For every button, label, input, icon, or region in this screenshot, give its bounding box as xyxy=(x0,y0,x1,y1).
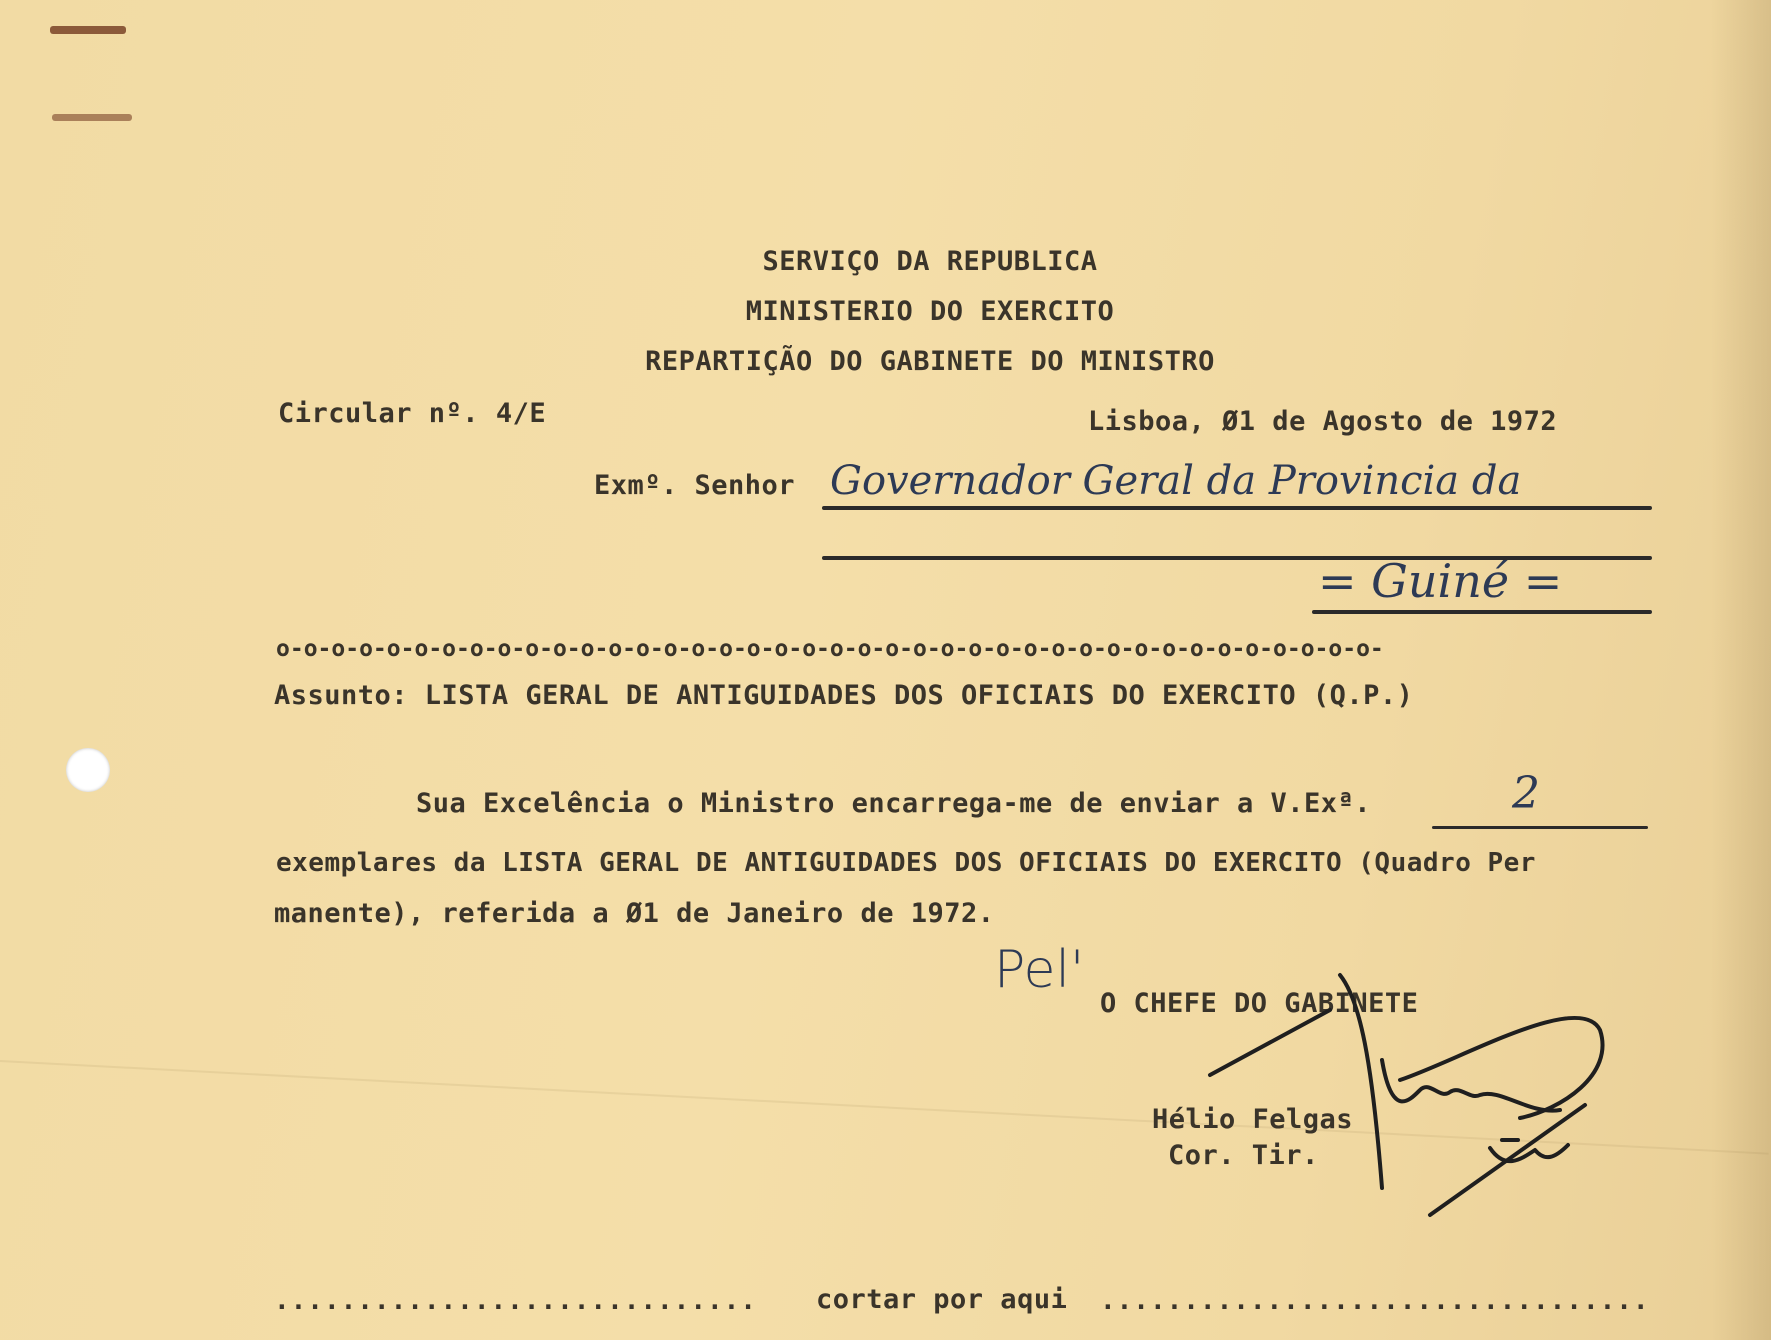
circular-number: Circular nº. 4/E xyxy=(278,398,547,429)
subject-line: Assunto: LISTA GERAL DE ANTIGUIDADES DOS OFICIAIS DO EXERCITO (Q.P.) xyxy=(274,680,1414,711)
signature-title: O CHEFE DO GABINETE xyxy=(1100,988,1419,1019)
handwritten-pel: Pel' xyxy=(994,940,1085,1000)
separator-line: o-o-o-o-o-o-o-o-o-o-o-o-o-o-o-o-o-o-o-o-o-o-o-o-o-o-o-o-o-o-o-o-o-o-o-o-o-o-o-o- xyxy=(276,636,1384,662)
addressee-label: Exmº. Senhor xyxy=(594,470,796,501)
signatory-rank: Cor. Tir. xyxy=(1168,1140,1319,1171)
handwritten-count: 2 xyxy=(1512,768,1540,819)
header-line-3: REPARTIÇÃO DO GABINETE DO MINISTRO xyxy=(645,346,1215,377)
addressee-handwritten-line-1: Governador Geral da Provincia da xyxy=(830,458,1522,504)
place-date: Lisboa, Ø1 de Agosto de 1972 xyxy=(1088,406,1558,437)
header-line-2: MINISTERIO DO EXERCITO xyxy=(745,296,1115,327)
cut-line-dots-right: ................................. xyxy=(1100,1286,1650,1316)
body-line-2: exemplares da LISTA GERAL DE ANTIGUIDADES DOS OFICIAIS DO EXERCITO (Quadro Per xyxy=(276,848,1536,878)
body-line-3: manente), referida a Ø1 de Janeiro de 1972. xyxy=(274,898,995,929)
cut-line-dots-left: ............................. xyxy=(274,1286,757,1316)
header-line-1: SERVIÇO DA REPUBLICA xyxy=(762,246,1098,277)
addressee-handwritten-line-3: = Guiné = xyxy=(1318,554,1563,608)
body-line-1: Sua Excelência o Ministro encarrega-me de enviar a V.Exª. xyxy=(416,788,1372,819)
signatory-name: Hélio Felgas xyxy=(1152,1104,1354,1135)
cut-line-label: cortar por aqui xyxy=(816,1284,1068,1315)
